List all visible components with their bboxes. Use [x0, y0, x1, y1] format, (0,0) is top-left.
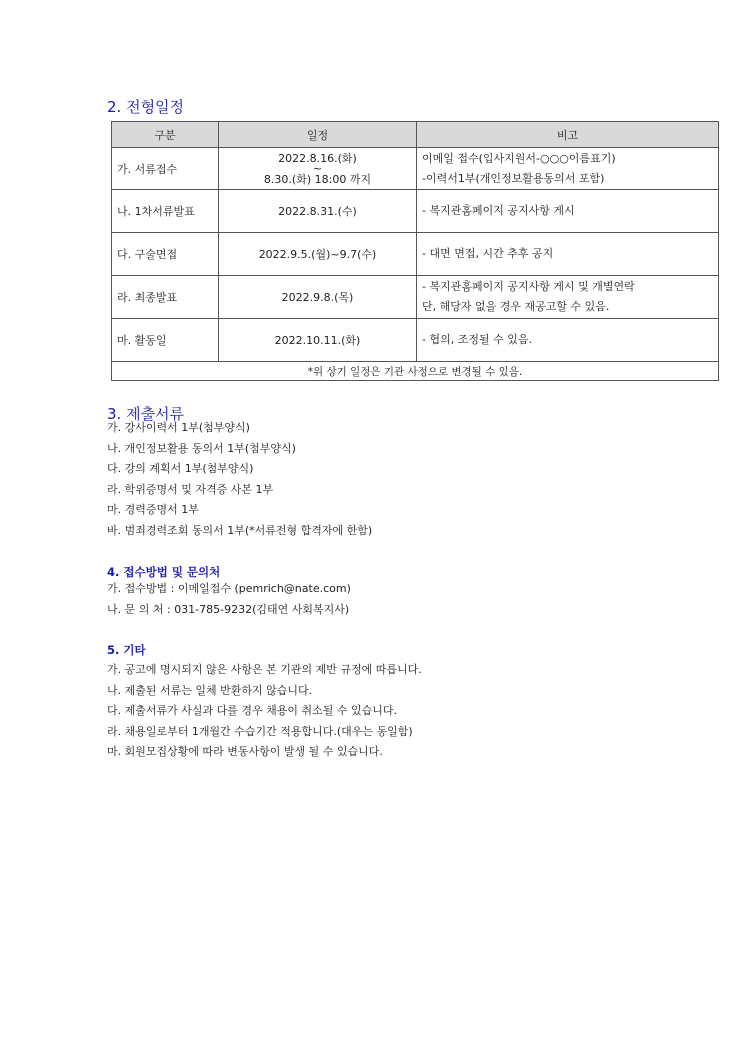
contact-section-title: 4. 접수방법 및 문의처 — [107, 565, 221, 579]
table-row — [112, 148, 719, 190]
list-item: 가. 접수방법 : 이메일접수 (pemrich@nate.com) — [107, 582, 351, 595]
list-item: 라. 학위증명서 및 자격증 사본 1부 — [107, 482, 274, 496]
list-item: 마. 회원모집상황에 따라 변동사항이 발생 될 수 있습니다. — [107, 745, 383, 758]
list-item: 나. 개인정보활용 동의서 1부(첨부양식) — [107, 441, 296, 455]
table-footnote-row — [112, 362, 719, 381]
row-date: 2022.9.8.(목) — [219, 276, 417, 319]
header-category: 구분 — [112, 122, 219, 148]
table-header-row — [112, 122, 719, 148]
row-note — [417, 148, 719, 190]
row-category: 가. 서류접수 — [112, 148, 219, 190]
row-note: - 협의, 조정될 수 있음. — [417, 319, 719, 362]
list-item: 마. 경력증명서 1부 — [107, 503, 199, 516]
contact-list — [107, 579, 351, 620]
etc-list — [107, 660, 422, 763]
header-note: 비고 — [417, 122, 719, 148]
row-date-line: 8.30.(화) 18:00 까지 — [263, 172, 372, 186]
row-date-line: 2022.8.16.(화) — [278, 151, 357, 165]
row-note: - 대면 면접, 시간 추후 공지 — [417, 233, 719, 276]
row-note-line: 이메일 접수(입사지원서-○○○이름표기) — [422, 151, 616, 165]
list-item: 나. 문 의 처 : 031-785-9232(김태연 사회복지사) — [107, 602, 350, 616]
list-item: 가. 강사이력서 1부(첨부양식) — [107, 421, 250, 434]
header-date: 일정 — [219, 122, 417, 148]
row-category: 마. 활동일 — [112, 319, 219, 362]
list-item: 다. 제출서류가 사실과 다를 경우 채용이 취소될 수 있습니다. — [107, 704, 397, 717]
row-date-line: ~ — [312, 161, 323, 175]
list-item: 다. 강의 계획서 1부(첨부양식) — [107, 462, 254, 475]
row-date — [219, 148, 417, 190]
list-item: 라. 채용일로부터 1개월간 수습기간 적용합니다.(대우는 동일함) — [107, 724, 413, 738]
row-note-line: 단, 해당자 없을 경우 재공고할 수 있음. — [422, 300, 610, 313]
list-item: 바. 범죄경력조회 동의서 1부(*서류전형 합격자에 한함) — [107, 523, 373, 537]
list-item: 나. 제출된 서류는 일체 반환하지 않습니다. — [107, 683, 313, 697]
row-note — [417, 276, 719, 319]
row-date: 2022.8.31.(수) — [219, 190, 417, 233]
table-row — [112, 233, 719, 276]
row-date: 2022.10.11.(화) — [219, 319, 417, 362]
row-category: 나. 1차서류발표 — [112, 190, 219, 233]
row-date: 2022.9.5.(월)~9.7(수) — [219, 233, 417, 276]
etc-section-title: 5. 기타 — [107, 643, 146, 657]
table-row — [112, 190, 719, 233]
row-category: 라. 최종발표 — [112, 276, 219, 319]
schedule-footnote: *위 상기 일정은 기관 사정으로 변경될 수 있음. — [112, 362, 719, 381]
row-note: - 복지관홈페이지 공지사항 게시 — [417, 190, 719, 233]
list-item: 가. 공고에 명시되지 않은 사항은 본 기관의 제반 규정에 따릅니다. — [107, 663, 422, 676]
documents-list — [107, 418, 372, 541]
schedule-table — [111, 121, 719, 381]
row-note-line: -이력서1부(개인정보활용동의서 포함) — [422, 171, 605, 185]
table-row — [112, 319, 719, 362]
table-row — [112, 276, 719, 319]
schedule-section-title: 2. 전형일정 — [107, 98, 185, 116]
row-note-line: - 복지관홈페이지 공지사항 게시 및 개별연락 — [422, 280, 635, 293]
row-category: 다. 구술면접 — [112, 233, 219, 276]
documents-section-title: 3. 제출서류 — [107, 405, 185, 423]
